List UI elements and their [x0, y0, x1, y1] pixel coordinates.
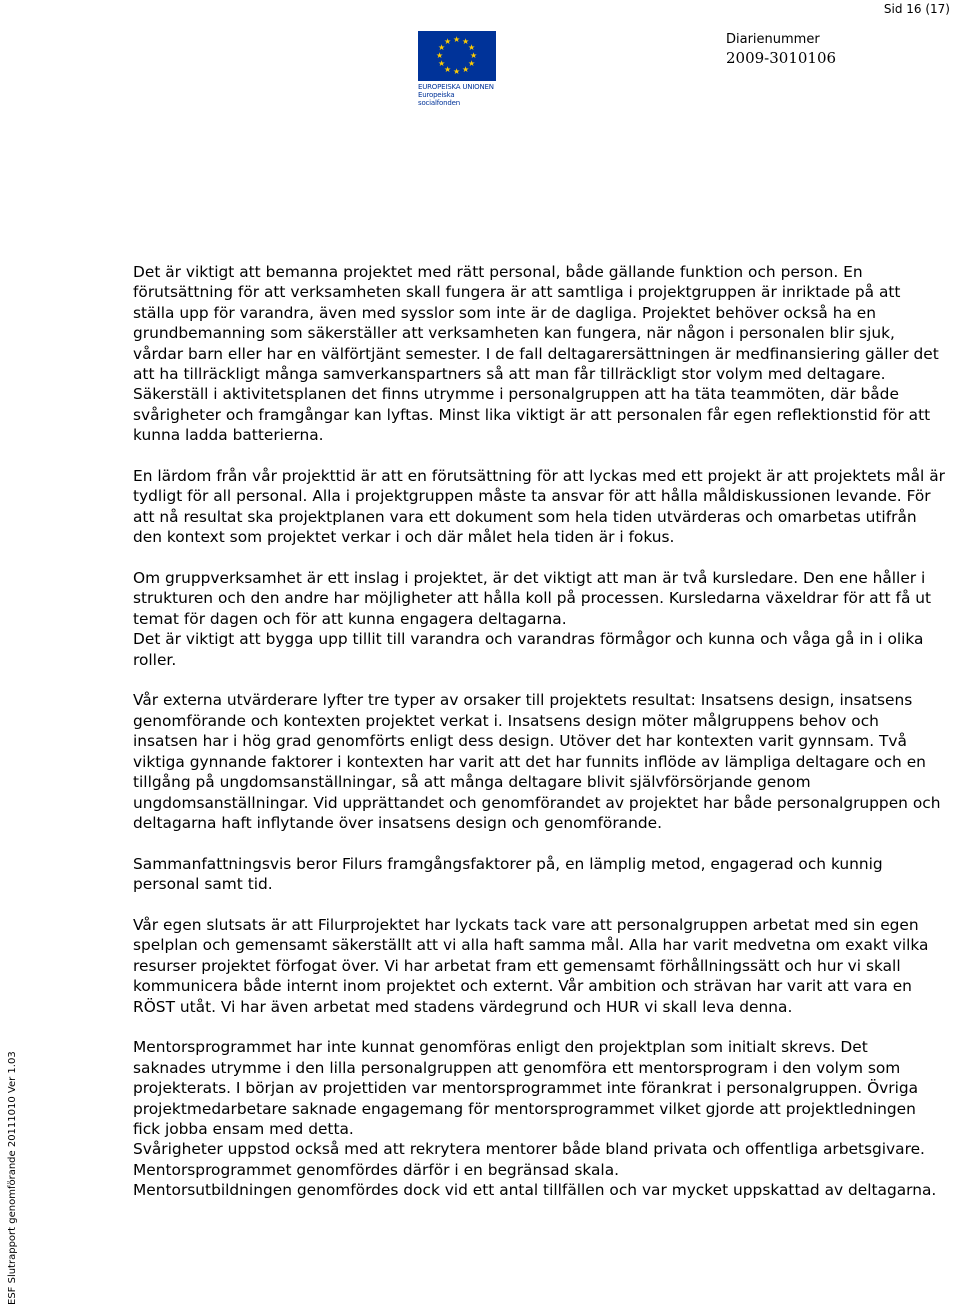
eu-flag-icon: ★ ★ ★ ★ ★ ★ ★ ★ ★ ★ ★ ★: [418, 31, 496, 81]
paragraph: En lärdom från vår projekttid är att en förutsättning för att lyckas med ett projekt är att projektets mål är tydligt för all personal. Alla i projektgruppen måste ta ansvar för att hålla måldiskussionen levande. För att nå resultat ska projektplanen vara ett dokument som hela tiden utvärderas och omarbetas utifrån den kontext som projektet verkar i och där målet hela tiden är i fokus.: [133, 467, 945, 547]
paragraph: Det är viktigt att bemanna projektet med rätt personal, både gällande funktion och person. En förutsättning för att verksamheten skall fungera är att samtliga i projektgruppen är inriktade på att ställa upp för varandra, även med sysslor som inte är de dagliga. Projektet behöver också ha en grundbemanning som säkerställer att verksamheten kan fungera, när någon i personalen blir sjuk, vårdar barn eller har en välförtjänt semester. I de fall deltagarersättningen är medfinansiering gäller det att ha tillräckligt många samverkanspartners så att man får tillräckligt stor volym med deltagare.: [133, 263, 939, 384]
paragraph: Sammanfattningsvis beror Filurs framgångsfaktorer på, en lämplig metod, engagerad och kunnig personal samt tid.: [133, 854, 883, 894]
page-number: Sid 16 (17): [883, 2, 950, 16]
paragraph: Det är viktigt att bygga upp tillit till varandra och varandras förmågor och kunna och våga gå in i olika roller.: [133, 630, 924, 669]
document-body: [133, 262, 945, 1201]
paragraph: Säkerställ i aktivitetsplanen det finns utrymme i personalgruppen att ha täta teammöten, där både svårigheter och framgångar kan lyftas. Minst lika viktigt är att personalen får egen reflektionstid för att kunna ladda batterierna.: [133, 385, 931, 445]
diary-label: Diarienummer: [726, 32, 820, 47]
paragraph: Vår egen slutsats är att Filurprojektet har lyckats tack vare att personalgruppen arbetat med sin egen spelplan och gemensamt säkerställt att vi alla haft samma mål. Alla har varit medvetna om exakt vilka resurser projektet förfogat över. Vi har arbetat fram ett gemensamt förhållningssätt och hur vi skall kommunicera både internt inom projektet och externt. Vår ambition och strävan har varit att vara en RÖST utåt. Vi har även arbetat med stadens värdegrund och HUR vi skall leva denna.: [133, 915, 929, 1016]
paragraph: Mentorsprogrammet har inte kunnat genomföras enligt den projektplan som initialt skrevs. Det saknades utrymme i den lilla personalgruppen att genomföra ett mentorsprogram i den volym som projekterats. I början av projettiden var mentorsprogrammet inte förankrat i personalgruppen. Övriga projektmedarbetare saknade engagemang för mentorsprogrammet vilket gjorde att projektledningen fick jobba ensam med detta.: [133, 1038, 919, 1138]
logo-text-fund: Europeiska socialfonden: [418, 91, 460, 107]
sidebar-footer: [0, 920, 18, 1305]
paragraph: Svårigheter uppstod också med att rekrytera mentorer både bland privata och offentliga arbetsgivare. Mentorsprogrammet genomfördes därför i en begränsad skala.: [133, 1140, 925, 1179]
diary-number: 2009-3010106: [726, 49, 837, 67]
paragraph: Om gruppverksamhet är ett inslag i projektet, är det viktigt att man är två kursledare. Den ene håller i strukturen och den andre har möjligheter att hålla koll på processen. Kursledarna växeldrar för att få ut temat för dagen och för att kunna engagera deltagarna.: [133, 569, 932, 628]
diary-block: [726, 32, 836, 67]
sidebar-version-text: ESF Slutrapport genomförande 20111010 Ver 1.03: [7, 1051, 18, 1305]
logo-text-union: EUROPEISKA UNIONEN: [418, 83, 494, 91]
paragraph: Vår externa utvärderare lyfter tre typer av orsaker till projektets resultat: Insatsens design, insatsens genomförande och kontexten projektet verkat i. Insatsens design möter målgruppens behov och insatsen har i hög grad genomförts enligt dess design. Utöver det har kontexten varit gynnsam. Två viktiga gynnande faktorer i kontexten har varit att det har funnits inflöde av lämpliga deltagare och en tillgång på ungdomsanställningar, så att många deltagare blivit självförsörjande genom ungdomsanställningar. Vid upprättandet och genomförandet av projektet har både personalgruppen och deltagarna haft inflytande över insatsens design och genomförande.: [133, 691, 941, 832]
paragraph: Mentorsutbildningen genomfördes dock vid ett antal tillfällen och var mycket uppskattad av deltagarna.: [133, 1181, 937, 1200]
eu-logo: [418, 31, 498, 107]
